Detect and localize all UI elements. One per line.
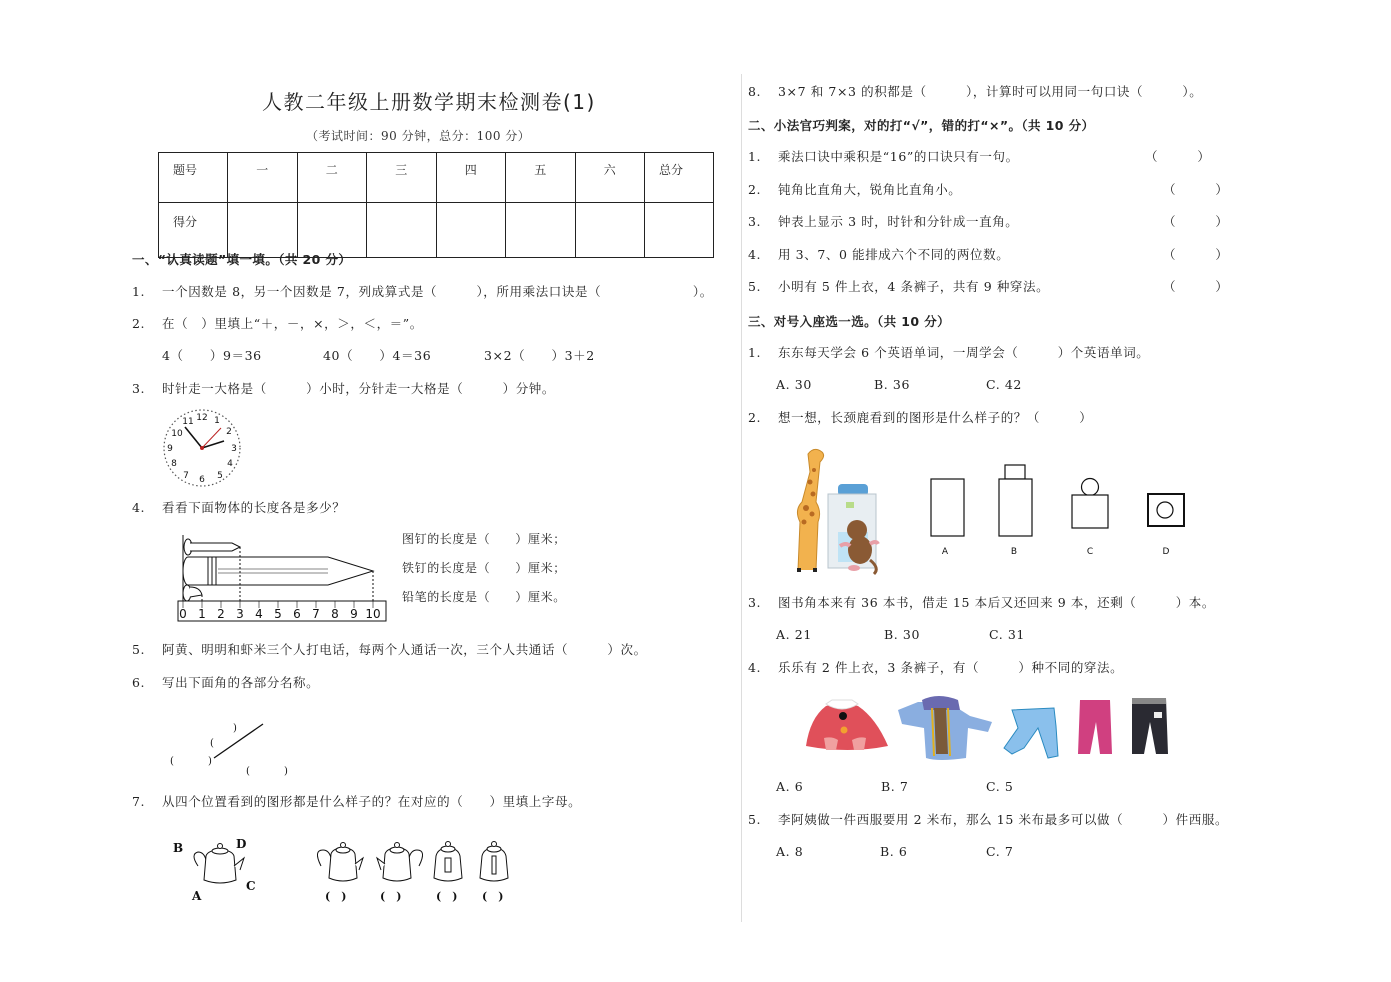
svg-text:6: 6 xyxy=(199,475,205,485)
question-number: 1. xyxy=(748,345,762,360)
question-text: 在（ ）里填上“＋，－，×，＞，＜，＝”。 xyxy=(162,316,423,331)
question-number: 2. xyxy=(748,182,762,197)
question-number: 7. xyxy=(132,794,146,809)
svg-text:( ): ( ) xyxy=(436,890,458,903)
section-2-heading: 二、小法官巧判案，对的打“√”，错的打“×”。（共 10 分） xyxy=(748,118,1095,133)
score-cell[interactable] xyxy=(367,203,437,258)
svg-text:8: 8 xyxy=(171,459,177,469)
question-text: 乐乐有 2 件上衣，3 条裤子，有（ ）种不同的穿法。 xyxy=(778,660,1124,675)
svg-text:C: C xyxy=(246,879,256,893)
option-a[interactable]: A. 6 xyxy=(776,779,804,794)
question-text: 小明有 5 件上衣，4 条裤子，共有 9 种穿法。 xyxy=(778,279,1050,294)
row-label: 得分 xyxy=(159,203,228,258)
header-cell: 五 xyxy=(506,153,576,203)
column-divider xyxy=(741,74,742,922)
svg-text:( ): ( ) xyxy=(380,890,402,903)
q2-item: 4（ ）9＝36 xyxy=(162,348,262,363)
shape-label-b: B xyxy=(1010,547,1018,557)
svg-text:10: 10 xyxy=(171,429,183,439)
question-number: 3. xyxy=(132,381,146,396)
svg-text:1: 1 xyxy=(214,416,220,426)
question-1-3 xyxy=(132,381,555,397)
question-number: 1. xyxy=(748,149,762,164)
question-number: 4. xyxy=(132,500,146,515)
score-cell[interactable] xyxy=(645,203,714,258)
question-number: 2. xyxy=(748,410,762,425)
exam-info: （考试时间：90 分钟，总分：100 分） xyxy=(306,129,531,143)
question-number: 5. xyxy=(748,279,762,294)
svg-text:12: 12 xyxy=(196,413,208,423)
option-c[interactable]: C. 7 xyxy=(986,844,1014,859)
svg-text:7: 7 xyxy=(312,607,320,621)
option-a[interactable]: A. 8 xyxy=(776,844,804,859)
judge-item-4 xyxy=(748,247,1009,263)
judge-blank[interactable]: （ ） xyxy=(1163,279,1229,294)
header-cell: 三 xyxy=(367,153,437,203)
svg-text:7: 7 xyxy=(183,471,189,481)
question-number: 2. xyxy=(132,316,146,331)
question-text: 东东每天学会 6 个英语单词，一周学会（ ）个英语单词。 xyxy=(778,345,1150,360)
option-c[interactable]: C. 31 xyxy=(989,627,1025,642)
svg-text:3: 3 xyxy=(236,607,244,621)
ruler-measurement-figure xyxy=(178,535,388,625)
header-cell: 总分 xyxy=(645,153,714,203)
svg-text:6: 6 xyxy=(293,607,301,621)
svg-text:(: ( xyxy=(246,766,250,777)
header-cell: 四 xyxy=(436,153,506,203)
clock-icon xyxy=(162,408,242,488)
question-text: 3×7 和 7×3 的积都是（ ），计算时可以用同一句口诀（ ）。 xyxy=(778,84,1203,99)
question-1-2 xyxy=(132,316,423,332)
question-text: 钟表上显示 3 时，时针和分针成一直角。 xyxy=(778,214,1019,229)
svg-text:0: 0 xyxy=(179,607,187,621)
option-a[interactable]: A. 21 xyxy=(776,627,812,642)
question-text: 时针走一大格是（ ）小时，分针走一大格是（ ）分钟。 xyxy=(162,381,556,396)
svg-text:( ): ( ) xyxy=(325,890,347,903)
svg-text:( ): ( ) xyxy=(482,890,504,903)
question-number: 4. xyxy=(748,247,762,262)
answer-nail: 铁钉的长度是（ ）厘米； xyxy=(402,561,566,575)
question-text: 用 3、7、0 能排成六个不同的两位数。 xyxy=(778,247,1010,262)
shape-label-d: D xyxy=(1162,547,1170,557)
question-number: 6. xyxy=(132,675,146,690)
svg-text:2: 2 xyxy=(226,427,232,437)
question-number: 1. xyxy=(132,284,146,299)
judge-blank[interactable]: （ ） xyxy=(1163,247,1229,262)
choice-question-5 xyxy=(748,812,1228,828)
option-b[interactable]: B. 30 xyxy=(884,627,921,642)
choice-question-4 xyxy=(748,660,1123,676)
svg-text:B: B xyxy=(173,841,184,855)
choice-question-1 xyxy=(748,345,1149,361)
question-text: 想一想，长颈鹿看到的图形是什么样子的？（ ） xyxy=(778,410,1093,425)
judge-blank[interactable]: （ ） xyxy=(1163,214,1229,229)
question-1-6 xyxy=(132,675,319,691)
answer-thumbtack: 图钉的长度是（ ）厘米； xyxy=(402,532,566,546)
header-cell: 题号 xyxy=(159,153,228,203)
question-text: 阿黄、明明和虾米三个人打电话，每两个人通话一次，三个人共通话（ ）次。 xyxy=(162,642,647,657)
angle-figure xyxy=(170,718,300,778)
svg-text:): ) xyxy=(233,723,237,734)
header-cell: 六 xyxy=(575,153,645,203)
question-number: 3. xyxy=(748,214,762,229)
option-c[interactable]: C. 42 xyxy=(986,377,1022,392)
clothes-illustration xyxy=(798,688,1178,768)
svg-text:10: 10 xyxy=(365,607,381,621)
svg-text:4: 4 xyxy=(255,607,263,621)
question-number: 5. xyxy=(132,642,146,657)
question-number: 3. xyxy=(748,595,762,610)
score-table-header-row xyxy=(159,153,714,203)
section-3-heading: 三、对号入座选一选。（共 10 分） xyxy=(748,314,951,329)
answer-pencil: 铅笔的长度是（ ）厘米。 xyxy=(402,590,566,604)
header-cell: 一 xyxy=(228,153,298,203)
question-text: 李阿姨做一件西服要用 2 米布，那么 15 米布最多可以做（ ）件西服。 xyxy=(778,812,1229,827)
question-text: 钝角比直角大，锐角比直角小。 xyxy=(778,182,962,197)
svg-text:D: D xyxy=(236,837,247,851)
judge-item-3 xyxy=(748,214,1018,230)
question-1-7 xyxy=(132,794,581,810)
judge-item-2 xyxy=(748,182,961,198)
svg-text:5: 5 xyxy=(274,607,282,621)
question-text: 看看下面物体的长度各是多少？ xyxy=(162,500,346,515)
question-number: 4. xyxy=(748,660,762,675)
q2-item: 40（ ）4＝36 xyxy=(323,348,432,363)
shape-label-c: C xyxy=(1086,547,1094,557)
score-cell[interactable] xyxy=(436,203,506,258)
option-a[interactable]: A. 30 xyxy=(776,377,812,392)
svg-text:(: ( xyxy=(210,738,214,749)
svg-text:8: 8 xyxy=(331,607,339,621)
question-1-1 xyxy=(132,284,713,300)
score-table xyxy=(158,152,714,258)
judge-blank[interactable]: （ ） xyxy=(1145,149,1211,164)
section-1-heading: 一、“认真读题”填一填。（共 20 分） xyxy=(132,252,352,267)
page-title: 人教二年级上册数学期末检测卷(1) xyxy=(262,90,596,114)
svg-text:3: 3 xyxy=(231,444,237,454)
question-text: 从四个位置看到的图形都是什么样子的？在对应的（ ）里填上字母。 xyxy=(162,794,582,809)
svg-text:4: 4 xyxy=(227,459,233,469)
score-cell[interactable] xyxy=(575,203,645,258)
svg-text:5: 5 xyxy=(217,471,223,481)
question-number: 5. xyxy=(748,812,762,827)
svg-text:2: 2 xyxy=(217,607,225,621)
question-text: 图书角本来有 36 本书，借走 15 本后又还回来 9 本，还剩（ ）本。 xyxy=(778,595,1216,610)
question-text: 乘法口诀中乘积是“16”的口诀只有一句。 xyxy=(778,149,1019,164)
question-1-5 xyxy=(132,642,647,658)
header-cell: 二 xyxy=(297,153,367,203)
shape-options-figure xyxy=(925,462,1195,562)
question-1-8 xyxy=(748,84,1202,100)
question-text: 一个因数是 8，另一个因数是 7，列成算式是（ ），所用乘法口诀是（ ）。 xyxy=(162,284,713,299)
judge-item-5 xyxy=(748,279,1049,295)
svg-text:): ) xyxy=(208,756,212,767)
svg-text:): ) xyxy=(284,766,288,777)
question-text: 写出下面角的各部分名称。 xyxy=(162,675,320,690)
q2-item: 3×2（ ）3＋2 xyxy=(484,348,595,363)
score-cell[interactable] xyxy=(506,203,576,258)
judge-item-1 xyxy=(748,149,1019,165)
option-b[interactable]: B. 6 xyxy=(880,844,908,859)
svg-text:1: 1 xyxy=(198,607,206,621)
option-b[interactable]: B. 36 xyxy=(874,377,911,392)
svg-text:9: 9 xyxy=(350,607,358,621)
svg-text:11: 11 xyxy=(182,417,194,427)
option-c[interactable]: C. 5 xyxy=(986,779,1014,794)
svg-text:(: ( xyxy=(170,756,174,767)
choice-question-2 xyxy=(748,410,1092,426)
judge-blank[interactable]: （ ） xyxy=(1163,182,1229,197)
choice-question-3 xyxy=(748,595,1215,611)
option-b[interactable]: B. 7 xyxy=(881,779,909,794)
teapot-views-figure xyxy=(170,836,530,906)
question-1-4 xyxy=(132,500,345,516)
shape-label-a: A xyxy=(941,547,949,557)
svg-text:A: A xyxy=(192,889,202,903)
question-number: 8. xyxy=(748,84,762,99)
giraffe-monkey-illustration xyxy=(780,442,890,577)
svg-text:9: 9 xyxy=(167,444,173,454)
